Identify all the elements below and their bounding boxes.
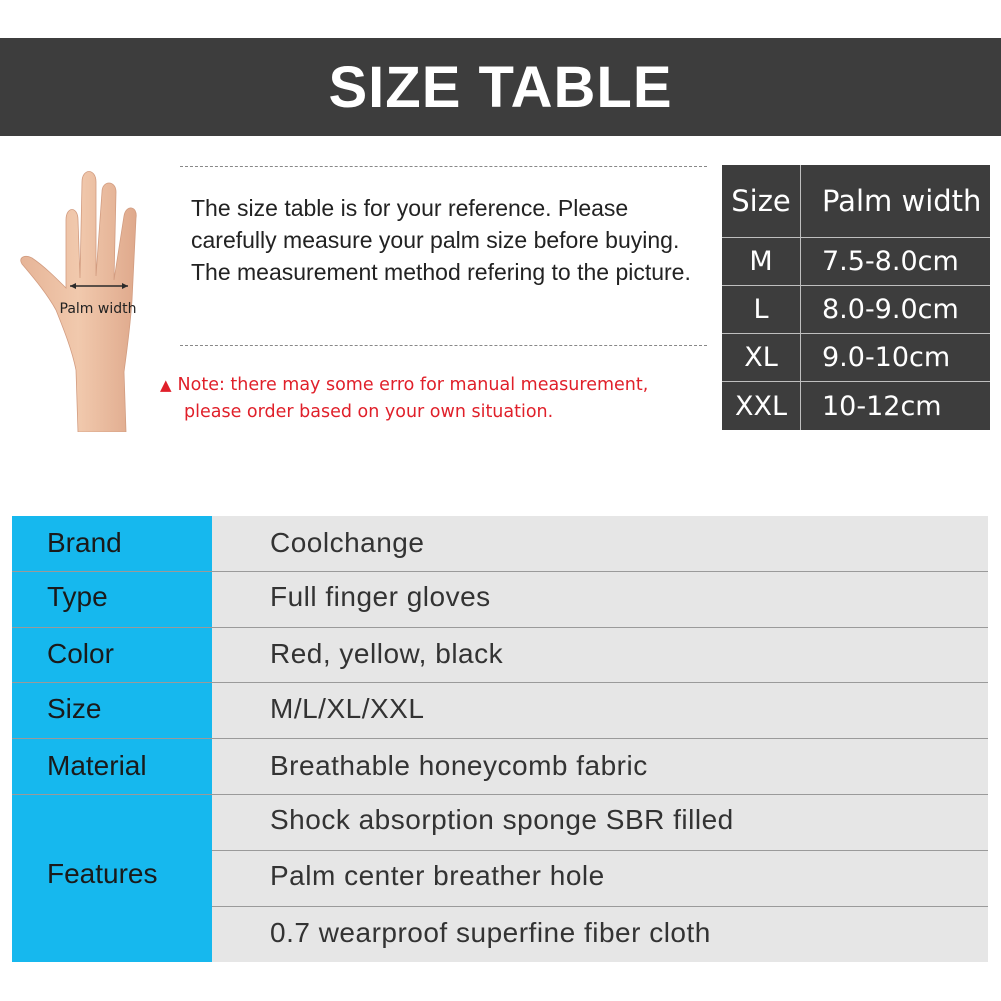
feature-item: Palm center breather hole [270,860,605,891]
spec-row-line [12,682,988,683]
hand-illustration [14,160,164,432]
measurement-note [160,372,720,426]
feature-row-line [212,906,988,907]
feature-item: 0.7 wearproof superfine fiber cloth [270,917,711,948]
size-description: The size table is for your reference. Please carefully measure your palm size before buying. The measurement method refering to the picture. [191,195,691,285]
size-row-m [722,238,990,285]
size-cell: XXL [734,390,788,422]
size-cell: XL [744,342,778,373]
spec-label-type: Type [47,581,108,612]
spec-row-line [12,794,988,795]
spec-value-size: M/L/XL/XXL [270,693,425,724]
feature-row-line [212,850,988,851]
spec-label-features: Features [47,858,158,889]
title-banner [0,38,1001,136]
spec-label-color: Color [47,638,114,669]
feature-item: Shock absorption sponge SBR filled [270,804,734,835]
spec-value-color: Red, yellow, black [270,638,504,669]
page-title: SIZE TABLE [328,54,673,120]
size-table [722,165,990,430]
size-table-header [722,165,990,237]
size-cell: M [749,246,773,277]
palm-width-label: Palm width [59,301,137,317]
size-row-xxl [722,382,990,430]
width-cell: 8.0-9.0cm [822,294,959,325]
spec-row-line [12,627,988,628]
note-line-2: please order based on your own situation. [184,402,554,422]
width-cell: 9.0-10cm [822,342,951,373]
size-cell: L [753,294,769,325]
header-palm-width: Palm width [822,184,982,218]
spec-label-size: Size [47,693,102,724]
size-row-l [722,286,990,333]
warning-triangle-icon: ▲ [160,376,172,394]
size-row-xl [722,334,990,381]
spec-table [12,516,988,962]
width-cell: 7.5-8.0cm [822,246,959,277]
header-size: Size [731,184,791,218]
spec-row-line [12,571,988,572]
divider-bottom [180,345,707,346]
spec-label-brand: Brand [47,527,122,558]
spec-value-material: Breathable honeycomb fabric [270,750,648,781]
width-cell: 10-12cm [822,390,942,422]
spec-row-line [12,738,988,739]
spec-label-column [12,516,212,962]
spec-value-brand: Coolchange [270,527,425,558]
note-line-1: Note: there may some erro for manual measurement, [177,375,649,395]
spec-label-material: Material [47,750,147,781]
spec-value-type: Full finger gloves [270,581,491,612]
divider-top [180,166,707,167]
